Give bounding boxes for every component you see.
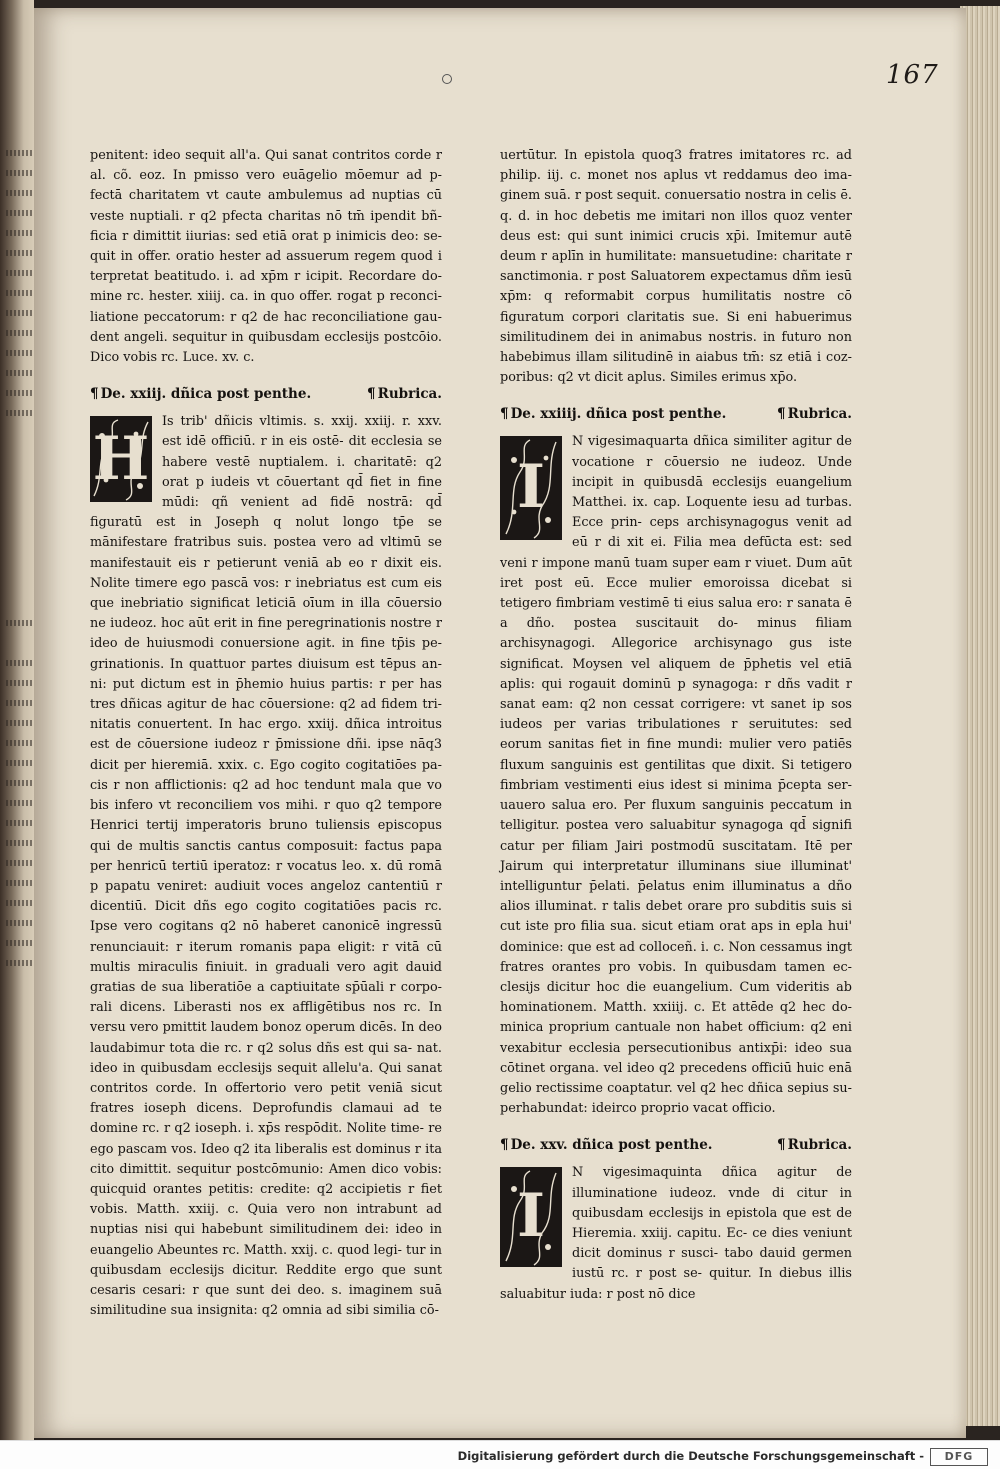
text-line: agitur de vocatione r cōuersio (572, 434, 853, 470)
text-line: iesū xp̄m: q reformabit corpus humilitatis nostre cō (500, 269, 853, 305)
text-line: ceps archisynagogus venit ad eū r di (572, 515, 852, 551)
text-line: catur per filiam Jairi postmodū suscitatam. Itē per (500, 838, 852, 854)
text-line: figuratum corpori claritatis sue. Si eni habuerimus (500, 309, 852, 325)
text-line: se mānifestare fratribus suis. postea vero ad vltimū se (90, 515, 442, 551)
text-line: Jairum qui interpretatur illuminans siue illuminat' (500, 858, 852, 874)
text-line: deus est: qui sunt inimici crucis xp̄i. Imitemur autē (500, 228, 852, 244)
section-heading-xxiiii: ¶ De. xxiiij. dñica post penthe. ¶ Rubrica. (500, 406, 852, 423)
right-text-column (500, 146, 852, 1305)
text-line: fimbriam vestimenti eius idest si minima p̄cepta ser- (500, 777, 852, 793)
text-line: est de cōuersione iudeoz r p̄missione dñi. ipse nāq3 (90, 737, 442, 753)
text-line: cut iste pro filia sua. sicut etiam orat aps in epla hui' (500, 919, 852, 935)
text-line: rali dicens. Liberasti nos ex affligētibus nos rc. In (90, 1000, 442, 1016)
text-line: similitudinem dei in animabus nostris. in futuro non (500, 329, 852, 345)
text-line: tur in quibusdam ecclesijs dicitur. Reddite ergo que (90, 1242, 442, 1278)
text-line: tabo dauid germen iustū rc. r post se- (572, 1246, 852, 1282)
text-line: charitatē: q2 orat p iudeis vt cōuertant (162, 454, 442, 490)
right-section-1-text (500, 432, 852, 1119)
text-line: Dico vobis rc. Luce. xv. c. (90, 350, 255, 366)
text-line: renunciauit: r iterum romanis papa eligit: r vitā cū (90, 939, 442, 955)
left-main-text (90, 412, 442, 1321)
text-line: bis infero vt reconciliem vos mihi. r quo q2 tempore (90, 798, 442, 814)
section-heading-xxv: ¶ De. xxv. dñica post penthe. ¶ Rubrica. (500, 1137, 852, 1154)
text-line: gelio rectissime coaptatur. vel q2 hec dñica sepius su- (500, 1080, 852, 1096)
text-line: versu vero pmittit laudem bonoz operum dicēs. In (90, 1020, 415, 1036)
pilcrow-icon: ¶ (500, 406, 509, 423)
text-line: nitatis conuertent. In hac ergo. xxiij. dñica introitus (90, 717, 442, 733)
text-line: Nolite timere ego pascā vos: r inebriatus est cum eis (90, 575, 442, 591)
text-line: fratres orantes pro vobis. In quibusdam tamen ec- (500, 959, 852, 975)
footer-credit: Digitalisierung gefördert durch die Deutsche Forschungsgemeinschaft - (457, 1449, 924, 1463)
text-line: Henrici tertij imperatoris bruno tuliensis episcopus (90, 818, 442, 834)
text-line: vobis: quicquid orantes petitis: credite: q2 accipietis (90, 1161, 442, 1197)
text-line: grinationis. In quattuor partes diuisum est tēpus an- (90, 656, 442, 672)
text-line: perhabundat: ideirco proprio vacat officio. (500, 1101, 776, 1117)
text-line: ginem suā. r post sequit. conuersatio nostra in celis ē. (500, 188, 853, 204)
decorated-initial-I: I (500, 436, 562, 540)
text-line: mulier emoroissa dicebat si tetigero fimbriam vestimē (500, 575, 852, 612)
text-line: sicut fratres ioseph dicens. Deprofundis clamaui ad (90, 1080, 442, 1117)
text-line: r. xxv. est idē officiū. r in eis ostē- (162, 414, 442, 450)
section-heading-xxiii: ¶ De. xxiij. dñica post penthe. ¶ Rubrica. (90, 386, 442, 403)
text-line: quitur. In diebus illis saluabitur iuda: r post nō dice (500, 1266, 852, 1302)
text-line: fluxum sanguinis est gentilitas que dixit. Si tetigero (500, 757, 852, 773)
text-line: minica proprium cantuale non habet officium: q2 eni (500, 1020, 852, 1036)
text-line: clesijs dicitur hoc die euangelium. Cum videritis ab (500, 979, 852, 995)
text-line: philip. iij. c. monet nos aplus vt reddamus deo ima- (500, 168, 852, 184)
pilcrow-icon: ¶ (90, 386, 99, 403)
text-line: quit in offer. oratio hester ad assuerum regem quod i (90, 249, 442, 265)
text-line: veste nuptiali. r q2 pfecta charitas nō tm̄ ipendit bñ- (90, 208, 442, 224)
text-line: hominationem. Matth. xxiiij. c. Et attēde q2 hec do- (500, 1000, 852, 1016)
text-line: qui de multis sanctis cantus composuit: factus papa (90, 838, 442, 854)
text-line: citur in quibusdam ecclesijs in epistola (572, 1185, 852, 1221)
text-line: ecclesijs euangelium Matthei. ix. cap. (572, 474, 852, 511)
text-line: similitudine sua insignita: q2 omnia ad sibi similia cō- (90, 1303, 439, 1319)
text-line: ce dies veniunt dicit dominus r susci- (572, 1225, 852, 1262)
text-line: cis r non afflictionis: q2 ad hoc tendunt mala que vo (90, 777, 442, 793)
text-line: ad nuptias nisi qui habebunt similitudinem dei: ideo (90, 1202, 442, 1238)
text-line: manifestauit eis r petierunt veniā ab eo r dixit eis. (90, 555, 442, 571)
text-line: mine rc. hester. xiiij. ca. in quo offer. rogat p reconci- (90, 289, 442, 305)
text-line: tres dñicas agitur de hac cōuersione: q2 ad fidem tri- (90, 697, 442, 713)
text-line: ni: put dictum est in p̄hemio huius partis: r per has (90, 676, 442, 692)
right-section-2-text (500, 1163, 852, 1304)
page-fore-edge (960, 6, 1000, 1426)
text-line: habebimus illam silitudinē in aiabus tm̄: sz etiā i coz- (500, 350, 852, 366)
text-line: r sanctimonia. r post Saluatorem expectamus dñm (500, 249, 852, 285)
text-line: Loquente iesu ad turbas. Ecce prin- (572, 495, 853, 531)
text-line: vel etiā aplis: qui rogauit dominū p synagoga: r dñs (500, 656, 852, 692)
text-line: ficia r dimittit iiurias: sed etiā orat p inimicis deo: se- (90, 228, 442, 244)
text-line: penitent: ideo sequit all'a. Qui sanat contritos corde (90, 148, 432, 163)
text-line: re ego pascam vos. Ideo q2 ita liberalis est dominus (90, 1121, 442, 1157)
text-line: minus filiam archisynagogi. Allegorice archisynago (500, 616, 852, 652)
text-line: vexabitur ecclesia persecutionibus antixp̄i: ideo sua (500, 1040, 852, 1056)
text-line: xit ei. Filia mea defūcta est: sed veni r impone manū (500, 535, 852, 571)
text-line: Is trib' dñicis vltimis. s. xxij. xxiij. (162, 414, 396, 430)
dfg-logo: DFG (930, 1448, 988, 1466)
pilcrow-icon: ¶ (367, 386, 376, 403)
pilcrow-icon: ¶ (500, 1137, 509, 1154)
text-line: te domine rc. r q2 ioseph. i. xp̄s respōdit. Nolite time- (90, 1101, 442, 1137)
text-line: N vigesimaquinta dñica agitur de (572, 1165, 852, 1181)
text-line: vadit r sanat eam: q2 non cessat corrigere: vt sanet ip (500, 676, 852, 713)
text-line: uertūtur. In epistola quoq3 fratres imitatores rc. ad (500, 148, 852, 163)
text-line: que inebriatio significat leticiā oīum in illa cōuersio (90, 596, 442, 612)
text-line: tuam super eam r viuet. Dum aūt iret post eū. Ecce (500, 555, 852, 591)
text-line: terpretat beatitudo. i. ad xp̄m r icipit. Recordare do- (90, 269, 442, 285)
decorated-initial-I: I (500, 1167, 562, 1267)
text-line: dominice: que est ad colloceñ. i. c. Non cessamus ingt (500, 939, 852, 955)
text-line: qd̄ fiet in fine mūdi: qñ venient ad fidē (162, 474, 442, 511)
text-line: telligitur. postea vero saluabitur synagoga qd̄ signifi (500, 818, 852, 834)
text-line: r fiet vobis. Matth. xxiij. c. Quia vero non intrabunt (90, 1181, 443, 1218)
text-line: in euangelio Abeuntes rc. Matth. xxij. c. quod legi- (90, 1222, 442, 1258)
text-line: dicit per hieremiā. xxix. c. Ego cogito cogitatiōes pa- (90, 757, 442, 773)
text-line: N vigesimaquarta dñica similiter (572, 434, 788, 450)
text-line: r ideo de huiusmodi conuersione agit. in fine tp̄is pe- (90, 616, 442, 652)
page-mark (442, 74, 452, 84)
text-line: que est de Hieremia. xxiij. capitu. Ec- (572, 1205, 852, 1241)
text-line: deo laudabimur tota die rc. r q2 solus dñs est qui sa- (90, 1020, 442, 1056)
text-line: p papatu veniret: audiuit voces angeloz cantentiū (90, 878, 429, 894)
right-intro-text (500, 146, 852, 388)
text-line: deum r aplīn in humilitate: mansuetudine: charitate (500, 249, 842, 265)
text-line: alios illuminat. r talis debet orare pro subditis suis si (500, 899, 852, 915)
text-line: illuminatione iudeoz. vnde di (572, 1185, 785, 1201)
left-page-edge (0, 0, 34, 1440)
text-line: per henricū tertiū iperatoz: r vocatus leo. x. dū romā (90, 858, 442, 874)
digitization-footer (0, 1440, 1000, 1469)
text-line: gratias de sua liberatiōe a captiuitate sp̄ūali r corpo- (90, 979, 442, 995)
text-line: sunt cesaris cesari: r que sunt dei deo. s. imaginem suā (90, 1262, 442, 1298)
text-line: eorum sanitas fiet in fine mundi: mulier vero patiēs (500, 737, 852, 753)
text-line: sos iudeos per varias tribulationes r seruitutes: sed (500, 697, 852, 733)
text-line: cōtinet organa. vel ideo q2 precedens officiū huic enā (500, 1060, 852, 1076)
text-line: nostrā: qd̄ figuratū est in Joseph q nolut longo tp̄e (90, 495, 442, 531)
text-line: gus iste significat. Moysen vel aliquem de p̄phetis (500, 636, 852, 672)
text-line: sanat contritos corde. In offertorio vero petit veniā (90, 1060, 442, 1096)
pilcrow-icon: ¶ (777, 406, 786, 423)
text-line: nat. ideo in quibusdam ecclesijs sequit allelu'a. Qui (90, 1040, 442, 1076)
text-line: r al. cõ. eoz. In pmisso vero euāgelio mōemur ad p- (90, 148, 442, 184)
text-line: multis miraculis finiuit. in graduali vero agit dauid (90, 959, 442, 975)
text-line: r dicentiū. Dicit dñs ego cogito cogitatiōes pacis rc. (90, 878, 442, 915)
text-line: q. d. in hoc debetis me imitari non illos quoz venter (500, 208, 852, 224)
decorated-initial-H: H (90, 416, 152, 502)
text-line: liatione peccatorum: r q2 de hac reconciliatione gau- (90, 309, 442, 325)
text-line: dit ecclesia se habere vestē nuptialem. i. (162, 434, 442, 470)
left-text-column (90, 146, 442, 1321)
left-intro-text (90, 146, 442, 368)
text-line: ne iudeoz. Unde incipit in quibusdā (572, 454, 853, 490)
pilcrow-icon: ¶ (777, 1137, 786, 1154)
text-line: uauero salua ero. Per fluxum sanguinis peccatum in (500, 798, 852, 814)
text-line: poribus: q2 vt dicit aplus. Similes erimus xp̄o. (500, 370, 798, 386)
text-line: ne iudeoz. hoc aūt erit in fine peregrinationis nostre (90, 616, 432, 632)
text-line: Ipse vero cogitans q2 nō haberet canonicē ingressū (90, 919, 442, 935)
text-line: dent angeli. sequitur in quibusdam ecclesijs postcōio. (90, 329, 442, 345)
text-line: intelliguntur p̄elati. p̄elatus enim illuminatus a dño (500, 878, 852, 894)
folio-number: 167 (886, 60, 939, 90)
text-line: fectā charitatem vt caute ambulemus ad nuptias cū (90, 188, 442, 204)
text-line: r ita cito dimittit. sequitur postcōmunio: Amen dico (90, 1141, 442, 1177)
text-line: ti eius salua ero: r sanata ē a dño. postea suscitauit do- (500, 596, 852, 632)
